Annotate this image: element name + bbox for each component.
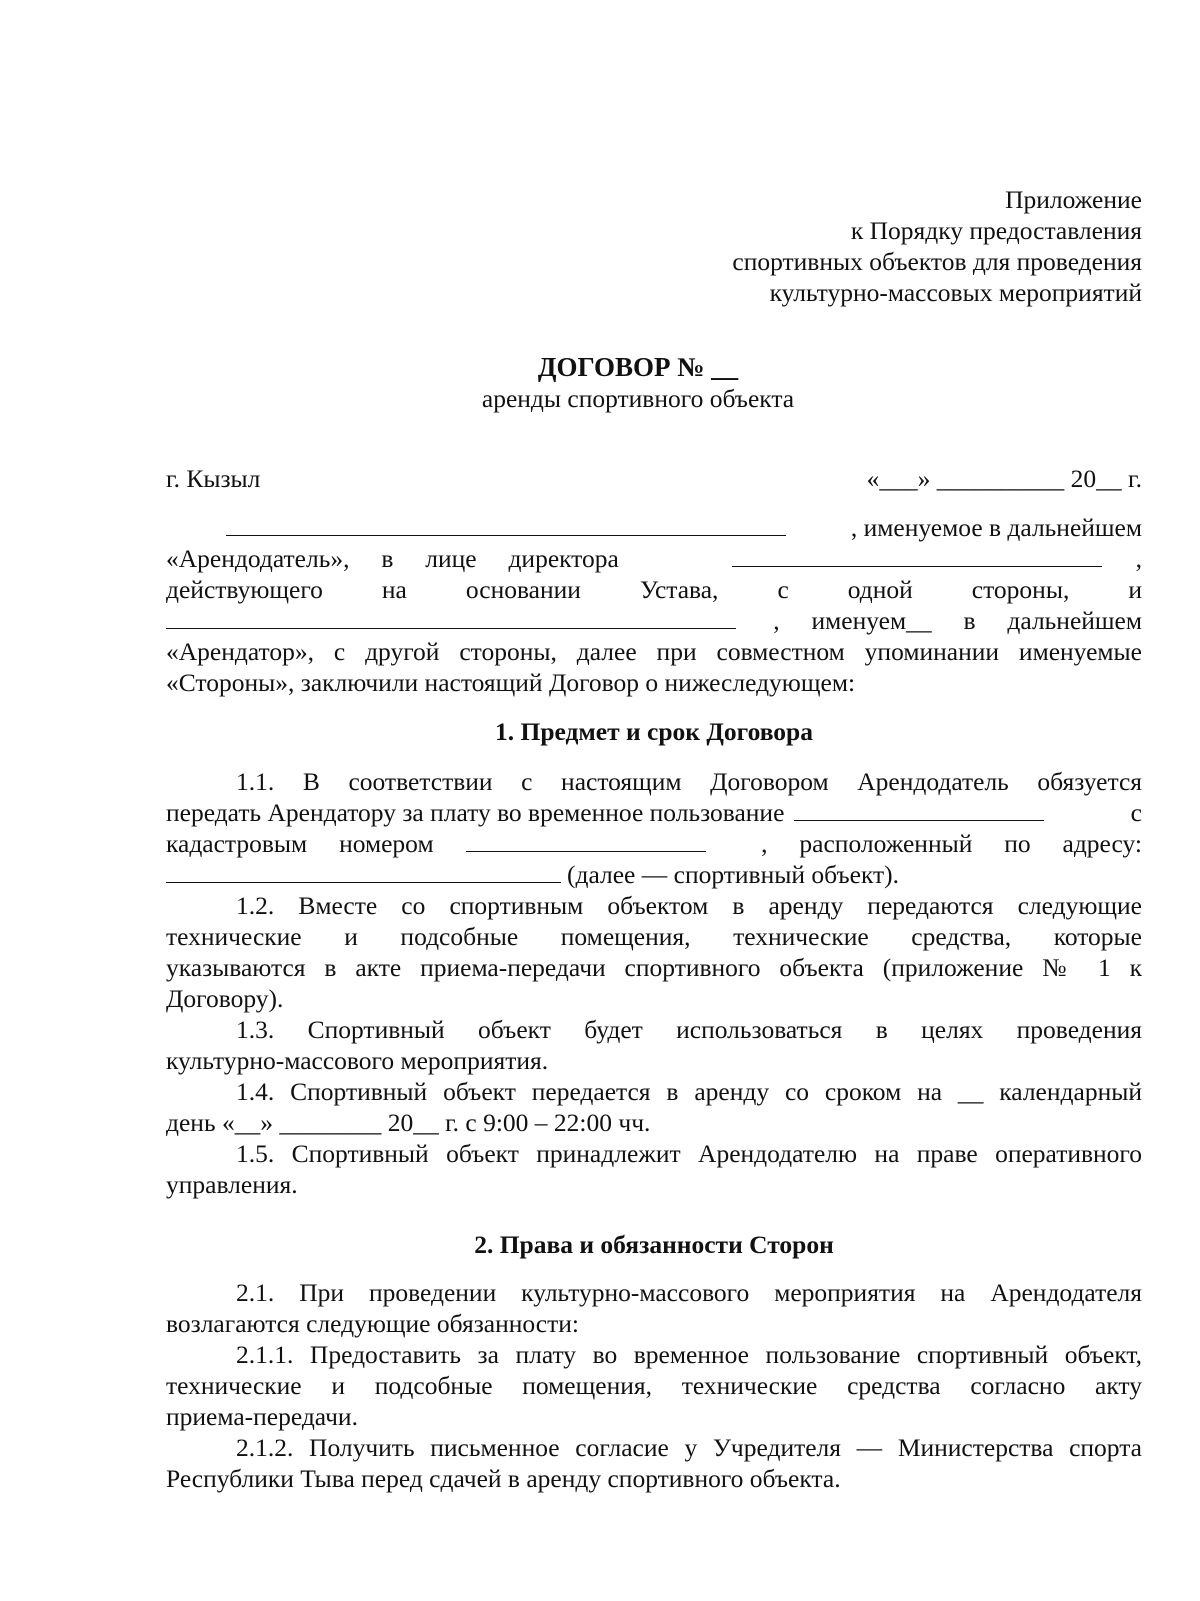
address-blank <box>166 859 561 883</box>
clause-1-1-cont: передать Арендатору за плату во временное пользование с <box>166 798 1142 827</box>
section-2-heading: 2. Права и обязанности Сторон <box>474 1230 834 1259</box>
lessor-name-blank <box>226 512 786 536</box>
clause-1-3-cont: культурно-массового мероприятия. <box>166 1046 549 1075</box>
clause-1-3: 1.3. Спортивный объект будет использоваться в целях проведения <box>236 1015 1142 1044</box>
header-line-2: к Порядку предоставления <box>850 216 1142 245</box>
cadastral-number-blank <box>466 828 706 852</box>
preamble-line-2: «Арендодатель», в лице директора , <box>166 544 1142 573</box>
clause-1-2-cont-1: технические и подсобные помещения, технические средства, которые <box>166 922 1142 951</box>
clause-1-1: 1.1. В соответствии с настоящим Договором Арендодатель обязуется <box>236 767 1142 796</box>
clause-1-2-cont-3: Договору). <box>166 984 284 1013</box>
clause-1-4-cont: день «__» ________ 20__ г. с 9:00 – 22:00 чч. <box>166 1108 651 1137</box>
preamble-line-4: , именуем__ в дальнейшем <box>166 605 1142 636</box>
clause-1-1-address: (далее — спортивный объект). <box>166 859 1142 890</box>
clause-2-1-1-cont-2: приема-передачи. <box>166 1402 358 1431</box>
section-1-heading: 1. Предмет и срок Договора <box>494 717 813 746</box>
clause-1-5: 1.5. Спортивный объект принадлежит Арендодателю на праве оперативного <box>236 1139 1142 1168</box>
clause-1-1-cadastral: кадастровым номером , расположенный по адресу: <box>166 829 1142 858</box>
clause-1-2: 1.2. Вместе со спортивным объектом в аренду передаются следующие <box>236 891 1142 920</box>
clause-1-2-cont-2: указываются в акте приема-передачи спортивного объекта (приложение № 1 к <box>166 953 1142 982</box>
clause-2-1-1-cont-1: технические и подсобные помещения, технические средства согласно акту <box>166 1371 1142 1400</box>
clause-2-1-cont: возлагаются следующие обязанности: <box>166 1309 579 1338</box>
document-title: ДОГОВОР № __ <box>537 352 739 382</box>
city: г. Кызыл <box>166 464 261 493</box>
clause-2-1: 2.1. При проведении культурно-массового мероприятия на Арендодателя <box>236 1278 1142 1307</box>
place-date-row <box>166 463 1142 494</box>
preamble-line-1: , именуемое в дальнейшем <box>166 512 1142 543</box>
director-name-blank <box>732 543 1102 567</box>
clause-1-4: 1.4. Спортивный объект передается в аренду со сроком на __ календарный <box>236 1077 1142 1106</box>
contract-date: «___» __________ 20__ г. <box>866 464 1142 493</box>
object-blank <box>794 797 1044 821</box>
clause-1-5-cont: управления. <box>166 1170 298 1199</box>
header-line-1: Приложение <box>1005 185 1142 214</box>
preamble-line-5: «Арендатор», с другой стороны, далее при совместном упоминании именуемые <box>166 637 1142 666</box>
clause-2-1-1: 2.1.1. Предоставить за плату во временное пользование спортивный объект, <box>236 1340 1142 1369</box>
header-line-4: культурно-массовых мероприятий <box>769 278 1142 307</box>
header-line-3: спортивных объектов для проведения <box>732 247 1142 276</box>
clause-2-1-2: 2.1.2. Получить письменное согласие у Учредителя — Министерства спорта <box>236 1433 1142 1462</box>
document-subtitle: аренды спортивного объекта <box>481 384 795 413</box>
preamble-line-6: «Стороны», заключили настоящий Договор о нижеследующем: <box>166 668 856 697</box>
lessee-name-blank <box>166 605 736 629</box>
clause-2-1-2-cont: Республики Тыва перед сдачей в аренду спортивного объекта. <box>166 1464 841 1493</box>
preamble-line-3: действующего на основании Устава, с одной стороны, и <box>166 575 1142 604</box>
